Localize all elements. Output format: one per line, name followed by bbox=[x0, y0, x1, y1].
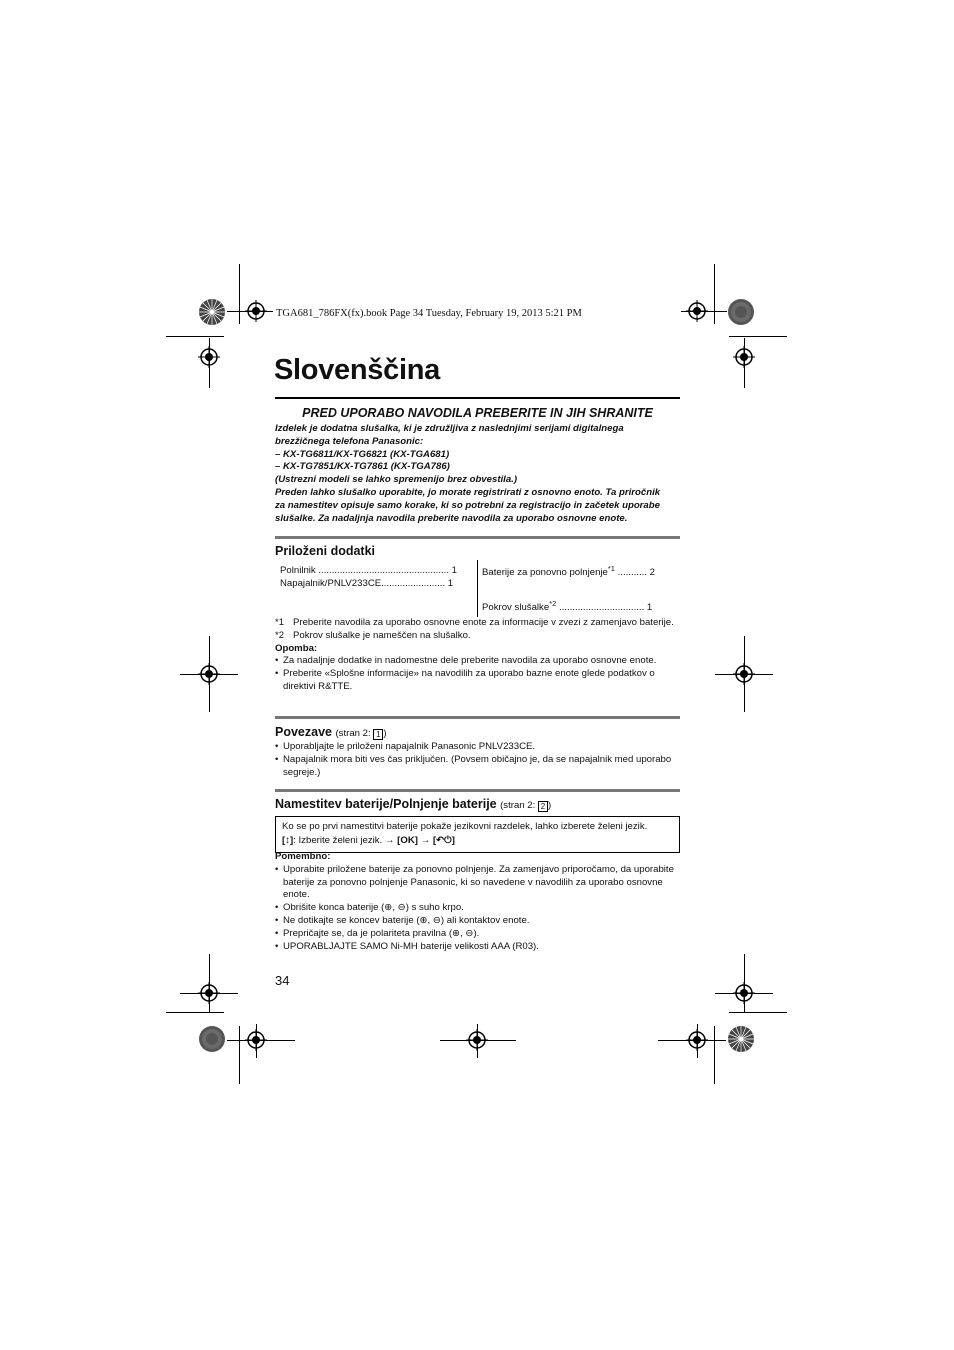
list-item: • Preberite «Splošne informacije» na navodilih za uporabo bazne enote glede podatkov o direktivi R&TTE. bbox=[275, 668, 655, 692]
intro-heading: PRED UPORABO NAVODILA PREBERITE IN JIH SHRANITE bbox=[302, 406, 653, 420]
intro-line: (Ustrezni modeli se lahko spremenijo brez obvestila.) bbox=[275, 474, 518, 486]
section-rule bbox=[275, 789, 680, 792]
color-rosette-icon bbox=[727, 298, 755, 326]
registration-mark-icon bbox=[686, 1029, 708, 1051]
section-rule bbox=[275, 536, 680, 539]
footnote: *1 Preberite navodila za uporabo osnovne enote za informacije v zvezi z zamenjavo baterije. bbox=[275, 617, 674, 628]
registration-mark-icon bbox=[733, 982, 755, 1004]
connections-list bbox=[275, 741, 685, 779]
registration-mark-icon bbox=[466, 1029, 488, 1051]
list-item: • Prepričajte se, da je polariteta pravilna (⊕, ⊖). bbox=[275, 927, 480, 939]
list-item: • Za nadaljnje dodatke in nadomestne dele preberite navodila za uporabo osnovne enote. bbox=[275, 655, 657, 667]
page-reference: (stran 2: 2 ) bbox=[500, 800, 552, 811]
language-info-line: Ko se po prvi namestitvi baterije pokaže jezikovni razdelek, lahko izberete želeni jezik. bbox=[282, 821, 648, 832]
battery-list bbox=[275, 851, 685, 953]
registration-mark-icon bbox=[245, 1029, 267, 1051]
book-file-info: TGA681_786FX(fx).book Page 34 Tuesday, February 19, 2013 5:21 PM bbox=[276, 308, 582, 319]
navigator-key-icon: [↕] bbox=[282, 835, 294, 846]
color-rosette-icon bbox=[198, 1025, 226, 1053]
list-item: • Uporabljajte le priloženi napajalnik Panasonic PNLV233CE. bbox=[275, 741, 536, 752]
intro-line: – KX-TG6811/KX-TG6821 (KX-TGA681) bbox=[275, 448, 450, 460]
accessory-item: Pokrov slušalke$^{*2}$ ................................ 1 bbox=[482, 599, 653, 614]
accessory-item: Napajalnik/PNLV233CE........................ 1 bbox=[280, 578, 454, 589]
page-number: 34 bbox=[275, 973, 290, 988]
footnote: *2 Pokrov slušalke je nameščen na slušalko. bbox=[275, 629, 471, 641]
note-label: Opomba: bbox=[275, 642, 318, 654]
language-info-box bbox=[275, 816, 680, 853]
color-rosette-icon bbox=[727, 1025, 755, 1053]
list-item: • Ne dotikajte se koncev baterije (⊕, ⊖) ali kontaktov enote. bbox=[275, 914, 530, 926]
intro-line: za namestitev opisuje samo korake, ki so potrebni za registracijo in začetek uporabe bbox=[275, 499, 660, 511]
page-reference: (stran 2: 1 ) bbox=[335, 728, 387, 739]
intro-line: brezžičnega telefona Panasonic: bbox=[275, 435, 424, 447]
accessories-title: Priloženi dodatki bbox=[275, 544, 376, 558]
connections-title: Povezave (stran 2: 1 ) bbox=[275, 725, 387, 739]
battery-title: Namestitev baterije/Polnjenje baterije (stran 2: 2 ) bbox=[275, 797, 552, 811]
accessory-divider bbox=[477, 560, 478, 617]
accessory-item: Baterije za ponovno polnjenje$^{*1}$ ........... 2 bbox=[482, 564, 655, 579]
intro-body bbox=[275, 423, 685, 525]
off-key-icon: [↶⏻] bbox=[432, 835, 455, 846]
registration-mark-icon bbox=[245, 300, 267, 322]
language-instruction-line: [↕]: Izberite želeni jezik. → [OK] → [↶⏻] bbox=[282, 835, 455, 846]
color-rosette-icon bbox=[198, 298, 226, 326]
intro-line: slušalke. Za nadaljnja navodila preberite navodila za uporabo osnovne enote. bbox=[275, 512, 628, 524]
list-item: • Uporabite priložene baterije za ponovno polnjenje. Za zamenjavo priporočamo, da uporabite baterije za ponovno polnjenje Panasonic, ki so navedene v navodilih za uporabo osnovne enote. bbox=[275, 863, 674, 901]
page-title: Slovenščina bbox=[274, 354, 440, 386]
accessory-item: Polnilnik ................................................. 1 bbox=[280, 565, 458, 576]
title-rule bbox=[275, 397, 680, 399]
registration-mark-icon bbox=[198, 982, 220, 1004]
accessories-notes bbox=[275, 617, 685, 694]
registration-mark-icon bbox=[733, 663, 755, 685]
registration-mark-icon bbox=[198, 346, 220, 368]
important-label: Pomembno: bbox=[275, 851, 331, 862]
registration-mark-icon bbox=[733, 346, 755, 368]
intro-line: – KX-TG7851/KX-TG7861 (KX-TGA786) bbox=[275, 461, 450, 473]
registration-mark-icon bbox=[198, 663, 220, 685]
intro-line: Preden lahko slušalko uporabite, jo morate registrirati z osnovno enoto. Ta priročnik bbox=[275, 486, 661, 498]
registration-mark-icon bbox=[686, 300, 708, 322]
list-item: • Napajalnik mora biti ves čas priključen. (Povsem običajno je, da se napajalnik med uporabo segreje.) bbox=[275, 753, 672, 778]
list-item: • UPORABLJAJTE SAMO Ni-MH baterije velikosti AAA (R03). bbox=[275, 940, 539, 952]
intro-line: Izdelek je dodatna slušalka, ki je združljiva z naslednjimi serijami digitalnega bbox=[275, 423, 624, 434]
section-rule bbox=[275, 716, 680, 719]
ok-key: [OK] bbox=[397, 835, 418, 846]
list-item: • Obrišite konca baterije (⊕, ⊖) s suho krpo. bbox=[275, 902, 464, 914]
